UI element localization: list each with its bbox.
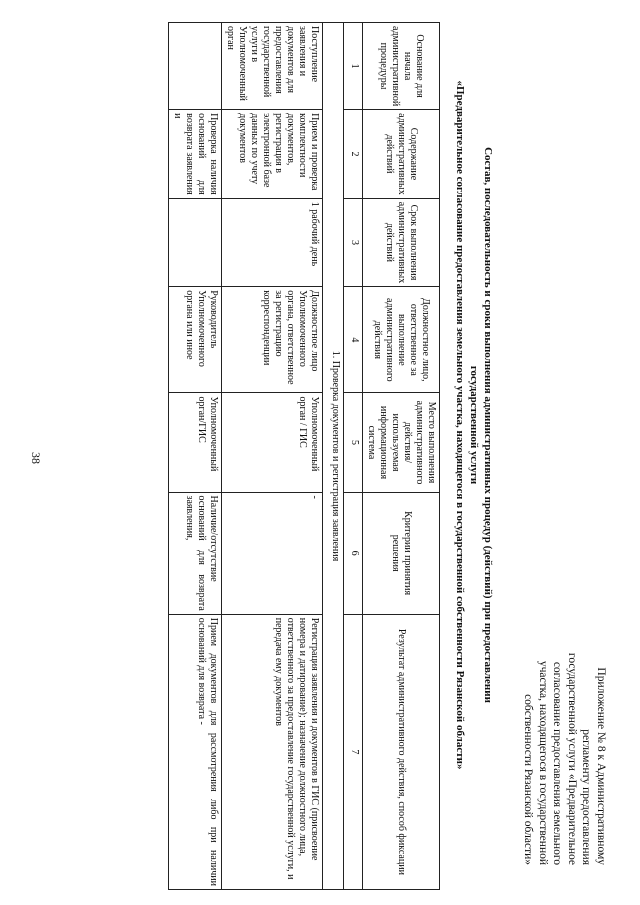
title-line: «Предварительное согласование предоставления земельного участка, находящегося в государственной собственности Рязанской области» bbox=[454, 80, 466, 770]
table-cell: Проверка наличия оснований для возврата заявления и bbox=[169, 110, 222, 199]
column-number: 2 bbox=[344, 110, 363, 199]
header-cell: Должностное лицо, ответственное за выполнение административного действия bbox=[363, 287, 440, 393]
column-number: 7 bbox=[344, 614, 363, 889]
column-number: 3 bbox=[344, 198, 363, 287]
table-cell: Уполномоченный орган/ГИС bbox=[169, 393, 222, 492]
title-line: государственной услуги bbox=[468, 365, 480, 485]
table-cell: Наличие/отсутствие оснований для возврата заявления, bbox=[169, 492, 222, 614]
header-cell: Критерии принятия решения bbox=[363, 492, 440, 614]
column-number: 5 bbox=[344, 393, 363, 492]
column-number: 4 bbox=[344, 287, 363, 393]
header-cell: Основание для начала административной процедуры bbox=[363, 23, 440, 110]
header-cell: Место выполнения административного действия/ используемая информационная система bbox=[363, 393, 440, 492]
table-cell: Регистрация заявления и документов в ГИС (присвоение номера и датирование); назначение должностного лица, ответственного за предоставление государственной услуги, и передача ему документов bbox=[222, 614, 323, 889]
document-title bbox=[453, 50, 495, 800]
table-cell: Руководитель Уполномоченного органа или иное bbox=[169, 287, 222, 393]
appendix-note bbox=[521, 265, 608, 865]
appendix-line: участка, находящегося в государственной bbox=[537, 660, 549, 865]
rotated-page bbox=[8, 10, 628, 895]
table-cell: 1 рабочий день bbox=[222, 198, 323, 287]
header-cell: Результат административного действия, способ фиксации bbox=[363, 614, 440, 889]
column-number: 1 bbox=[344, 23, 363, 110]
appendix-line: согласование предоставления земельного bbox=[551, 661, 564, 865]
table-cell: - bbox=[222, 492, 323, 614]
header-cell: Срок выполнения административных действий bbox=[363, 198, 440, 287]
header-cell: Содержание административных действий bbox=[363, 110, 440, 199]
page-number: 38 bbox=[29, 452, 43, 464]
appendix-line: государственной услуги «Предварительное bbox=[566, 652, 578, 865]
title-line: Состав, последовательность и сроки выполнения административных процедур (действий) при предоставлении bbox=[482, 147, 494, 703]
table-cell: Поступление заявления и документов для предоставления государственной услуги в Уполномоченный орган bbox=[222, 23, 323, 110]
appendix-line: собственности Рязанской области» bbox=[522, 694, 535, 865]
table-cell: Прием документов для рассмотрения либо при наличии оснований для возврата - bbox=[169, 614, 222, 889]
appendix-line: Приложение № 8 к Административному bbox=[595, 667, 607, 865]
table-cell bbox=[169, 198, 222, 287]
section-heading: 1. Проверка документов и регистрация заявления bbox=[323, 23, 344, 890]
table-cell: Должностное лицо Уполномоченного органа, ответственное за регистрацию корреспонденции bbox=[222, 287, 323, 393]
appendix-line: регламенту предоставления bbox=[580, 729, 593, 865]
column-number: 6 bbox=[344, 492, 363, 614]
procedures-table bbox=[168, 22, 440, 890]
table-cell bbox=[169, 23, 222, 110]
table-cell: Прием и проверка комплектности документов, регистрация в электронной базе данных по учету документов bbox=[222, 110, 323, 199]
table-cell: Уполномоченный орган / ГИС bbox=[222, 393, 323, 492]
